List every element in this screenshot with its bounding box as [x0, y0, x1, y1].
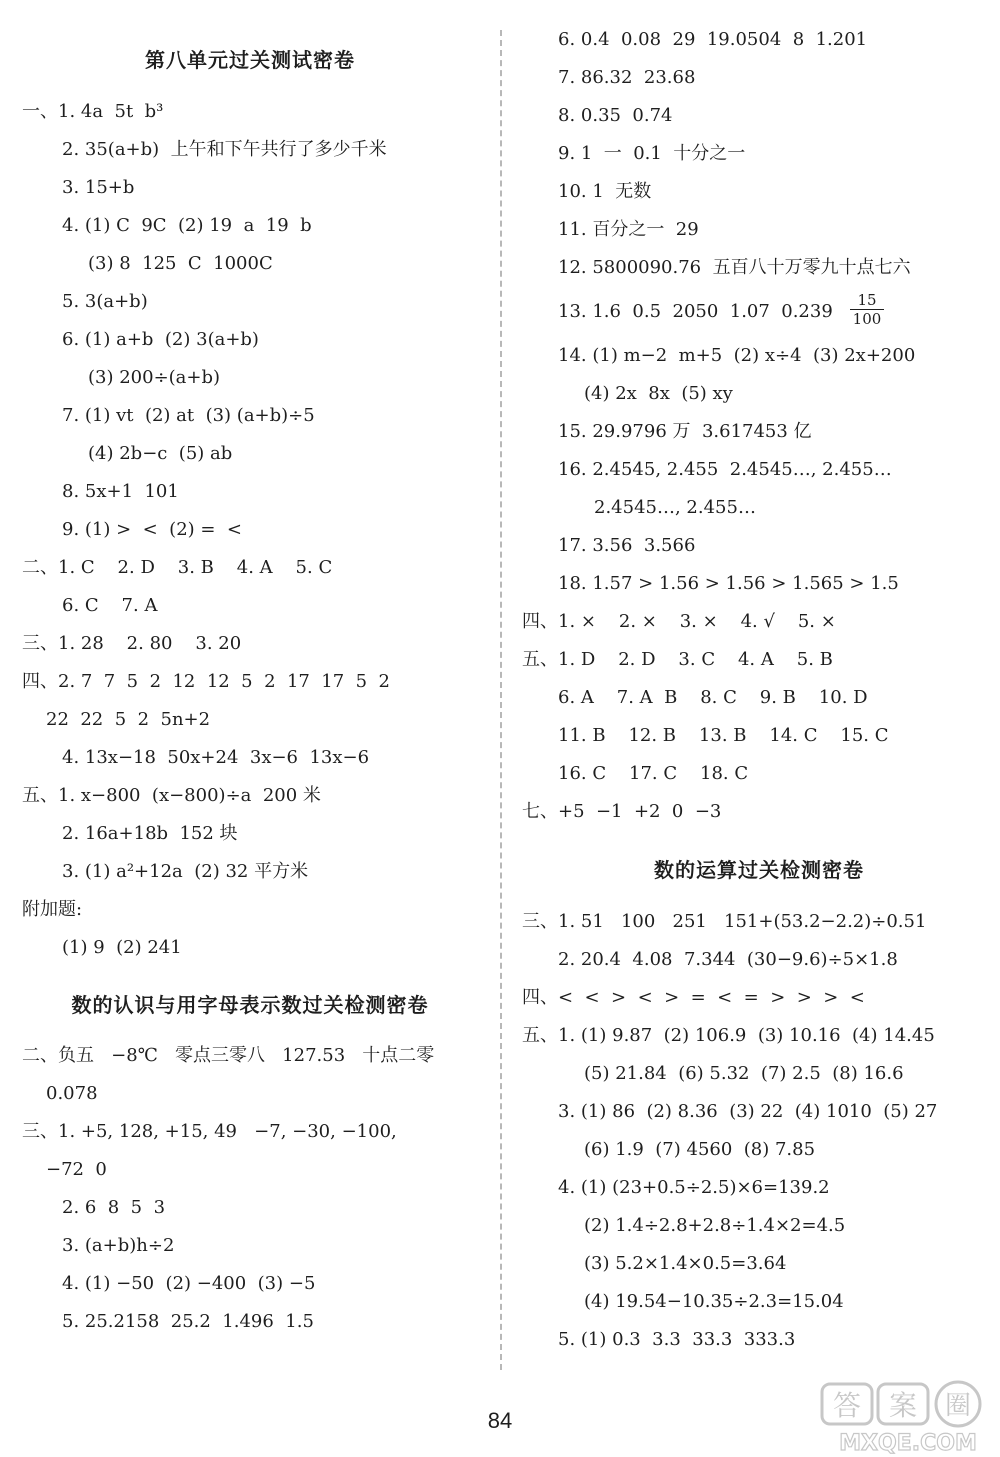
answer-line: 一、1. 4a 5t b³: [22, 101, 164, 122]
watermark-char: 答: [832, 1389, 862, 1422]
answer-line: 10. 1 无数: [558, 181, 652, 202]
answer-line: 12. 5800090.76 五百八十万零九十点七六: [558, 257, 911, 278]
answer-line: 5. 25.2158 25.2 1.496 1.5: [62, 1311, 314, 1332]
answer-line: 七、+5 −1 +2 0 −3: [522, 801, 722, 822]
answer-line: 3. (a+b)h÷2: [62, 1235, 175, 1256]
fraction-numerator: 15: [857, 291, 877, 309]
answer-line: (4) 19.54−10.35÷2.3=15.04: [584, 1291, 844, 1312]
answer-line: 3. 15+b: [62, 177, 135, 198]
answer-line: 4. (1) C 9C (2) 19 a 19 b: [62, 215, 312, 236]
answer-line: 6. (1) a+b (2) 3(a+b): [62, 329, 259, 350]
answer-line: 17. 3.56 3.566: [558, 535, 696, 556]
watermark-logo: [818, 1380, 998, 1456]
answer-line: 3. (1) 86 (2) 8.36 (3) 22 (4) 1010 (5) 27: [558, 1101, 938, 1122]
svg-text:圈: 圈: [944, 1391, 972, 1421]
answer-line: 4. 13x−18 50x+24 3x−6 13x−6: [62, 747, 370, 768]
answer-line: 16. C 17. C 18. C: [558, 763, 749, 784]
answer-line: (3) 8 125 C 1000C: [88, 253, 273, 274]
answer-line: −72 0: [46, 1159, 107, 1180]
answer-line: 2. 20.4 4.08 7.344 (30−9.6)÷5×1.8: [558, 949, 898, 970]
section-title: 第八单元过关测试密卷: [145, 48, 355, 72]
answer-line: 13. 1.6 0.5 2050 1.07 0.239: [558, 301, 833, 322]
answer-line: 三、1. 51 100 251 151+(53.2−2.2)÷0.51: [522, 911, 927, 932]
answer-line: 6. 0.4 0.08 29 19.0504 8 1.201: [558, 29, 868, 50]
answer-line: 6. A 7. A B 8. C 9. B 10. D: [558, 687, 868, 708]
answer-line: (1) 9 (2) 241: [62, 937, 182, 958]
answer-line: 0.078: [46, 1083, 98, 1104]
answer-line: 五、1. (1) 9.87 (2) 106.9 (3) 10.16 (4) 14.45: [522, 1025, 935, 1046]
section-title: 数的运算过关检测密卷: [654, 858, 864, 882]
answer-line: 18. 1.57 > 1.56 > 1.56 > 1.565 > 1.5: [558, 573, 899, 594]
answer-line: 22 22 5 2 5n+2: [46, 709, 211, 730]
answer-line: 11. B 12. B 13. B 14. C 15. C: [558, 725, 889, 746]
answer-line: 3. (1) a²+12a (2) 32 平方米: [62, 861, 309, 882]
page-number: 84: [487, 1408, 513, 1433]
answer-line: 8. 0.35 0.74: [558, 105, 673, 126]
svg-text:案: 案: [888, 1389, 918, 1422]
answer-line: (3) 200÷(a+b): [88, 367, 221, 388]
answer-line: 四、2. 7 7 5 2 12 12 5 2 17 17 5 2: [22, 671, 391, 692]
answer-line: (3) 5.2×1.4×0.5=3.64: [584, 1253, 787, 1274]
answer-line: 7. (1) vt (2) at (3) (a+b)÷5: [62, 405, 315, 426]
answer-line: 二、负五 −8℃ 零点三零八 127.53 十点二零: [22, 1045, 435, 1066]
answer-line: 6. C 7. A: [62, 595, 158, 616]
answer-line: 8. 5x+1 101: [62, 481, 179, 502]
answer-line: 2. 35(a+b) 上午和下午共行了多少千米: [62, 139, 387, 160]
answer-line: 四、1. × 2. × 3. × 4. √ 5. ×: [522, 611, 836, 632]
column-divider: [500, 30, 502, 1370]
answer-line: 四、< < > < > = < = > > > <: [522, 987, 865, 1008]
answer-line: 三、1. +5, 128, +15, 49 −7, −30, −100,: [22, 1121, 397, 1142]
answer-line: 16. 2.4545, 2.455 2.4545…, 2.455…: [558, 459, 892, 480]
svg-text:MXQE.COM: MXQE.COM: [839, 1431, 977, 1456]
answer-line: 14. (1) m−2 m+5 (2) x÷4 (3) 2x+200: [558, 345, 916, 366]
answer-line: 二、1. C 2. D 3. B 4. A 5. C: [22, 557, 333, 578]
answer-line: 2. 16a+18b 152 块: [62, 823, 238, 844]
answer-line: (2) 1.4÷2.8+2.8÷1.4×2=4.5: [584, 1215, 846, 1236]
answer-line: (6) 1.9 (7) 4560 (8) 7.85: [584, 1139, 816, 1160]
fraction: [850, 291, 884, 328]
answer-line: (4) 2x 8x (5) xy: [584, 383, 733, 404]
section-title: 数的认识与用字母表示数过关检测密卷: [71, 993, 429, 1017]
answer-line: 五、1. D 2. D 3. C 4. A 5. B: [522, 649, 833, 670]
answer-line: 5. (1) 0.3 3.3 33.3 333.3: [558, 1329, 796, 1350]
answer-line: 5. 3(a+b): [62, 291, 148, 312]
answer-line: 三、1. 28 2. 80 3. 20: [22, 633, 242, 654]
answer-line: 11. 百分之一 29: [558, 219, 699, 240]
answer-line: 五、1. x−800 (x−800)÷a 200 米: [22, 785, 321, 806]
answer-line: 4. (1) −50 (2) −400 (3) −5: [62, 1273, 316, 1294]
fraction-denominator: 100: [850, 309, 884, 328]
answer-line: 2.4545…, 2.455…: [594, 497, 756, 518]
answer-line: (4) 2b−c (5) ab: [88, 443, 233, 464]
answer-line: 9. (1) > < (2) = <: [62, 519, 242, 540]
answer-line: 15. 29.9796 万 3.617453 亿: [558, 421, 812, 442]
answer-line: 附加题:: [22, 899, 83, 920]
answer-line: 2. 6 8 5 3: [62, 1197, 166, 1218]
answer-line: 7. 86.32 23.68: [558, 67, 696, 88]
answer-line: 9. 1 一 0.1 十分之一: [558, 143, 746, 164]
answer-line: 4. (1) (23+0.5÷2.5)×6=139.2: [558, 1177, 830, 1198]
answer-line: (5) 21.84 (6) 5.32 (7) 2.5 (8) 16.6: [584, 1063, 904, 1084]
